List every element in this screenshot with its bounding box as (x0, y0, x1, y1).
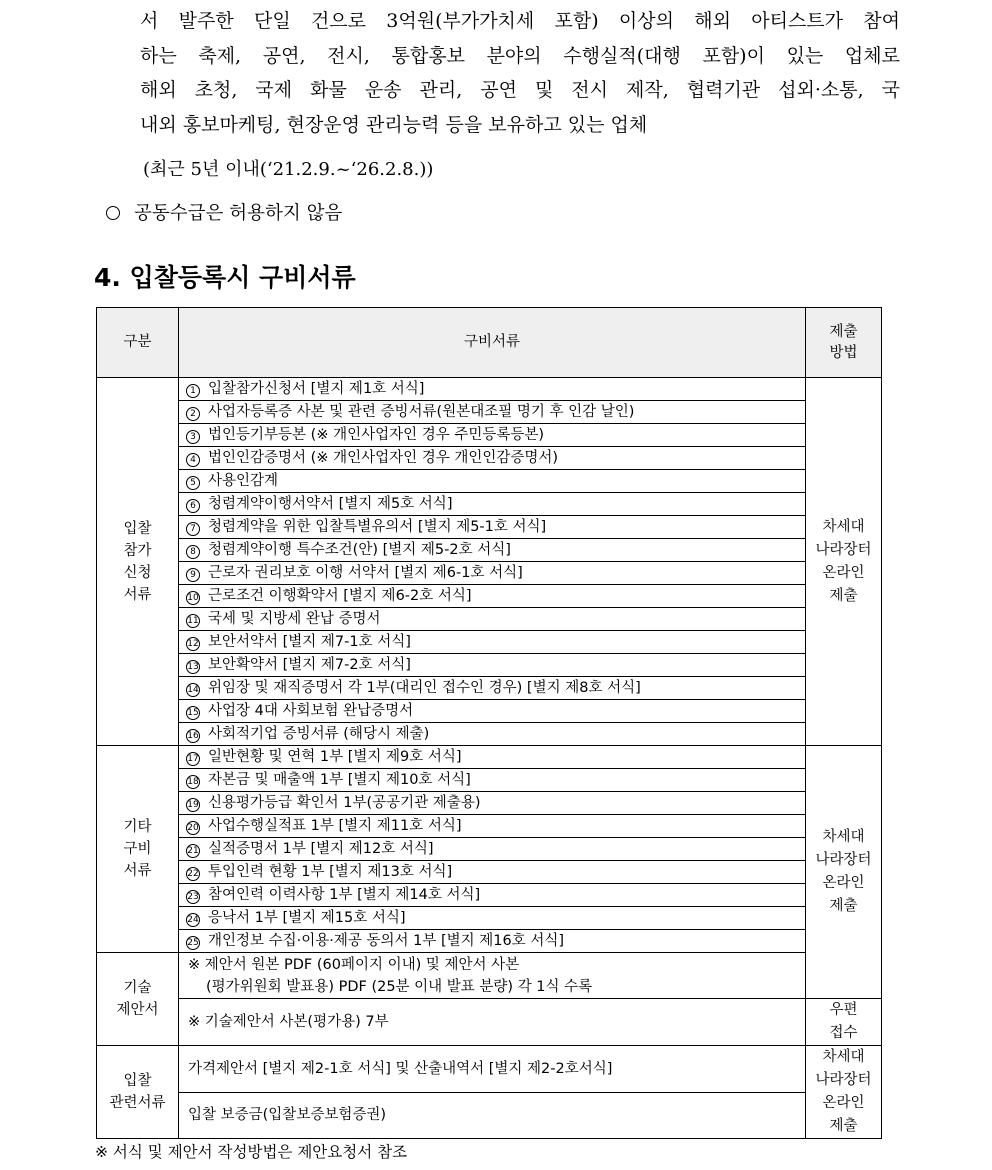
category-cell-line: 서류 (123, 863, 152, 879)
bullet-item (106, 199, 342, 229)
document-item (179, 815, 806, 838)
method-cell-line: 온라인 (822, 875, 865, 891)
category-cell-line: 제안서 (116, 1002, 159, 1018)
header-method-line: 방법 (829, 344, 858, 361)
item-text: ※ 제안서 원본 PDF (60페이지 이내) 및 제안서 사본 (188, 956, 520, 973)
documents-table (96, 307, 882, 1139)
document-item (179, 424, 806, 447)
item-number-badge: 12 (187, 639, 199, 649)
item-number-badge: 5 (186, 476, 200, 490)
document-item (179, 723, 806, 746)
item-number-badge: 6 (186, 499, 200, 513)
document-item (179, 792, 806, 815)
item-text: 신용평가등급 확인서 1부(공공기관 제출용) (208, 795, 481, 811)
table-row (97, 1046, 882, 1093)
document-item (179, 401, 806, 424)
category-cell-line: 관련서류 (109, 1095, 166, 1111)
method-cell-line: 나라장터 (815, 541, 872, 558)
table-row (97, 447, 882, 470)
item-number-badge: 18 (187, 777, 199, 787)
item-number-badge: 19 (187, 800, 199, 810)
item-number-badge: 7 (186, 522, 200, 536)
section-title: 4. 입찰등록시 구비서류 (94, 263, 356, 292)
item-number-badge: 25 (187, 938, 199, 948)
intro-line: 내외 홍보마케팅, 현장운영 관리능력 등을 보유하고 있는 업체 (140, 113, 648, 136)
category-cell-line: 신청 (123, 564, 152, 581)
table-row (97, 654, 882, 677)
item-text: 자본금 및 매출액 1부 [별지 제10호 서식] (208, 772, 471, 788)
bid-document-item: 가격제안서 [별지 제2-1호 서식] 및 산출내역서 [별지 제2-2호서식] (179, 1046, 806, 1093)
document-item (179, 608, 806, 631)
header-method-line: 제출 (829, 323, 858, 340)
intro-line: 서 발주한 단일 건으로 3억원(부가가치세 포함) 이상의 해외 아티스트가 참여 (140, 10, 900, 32)
table-row (97, 470, 882, 493)
document-item (179, 700, 806, 723)
table-row (97, 838, 882, 861)
document-item (179, 677, 806, 700)
method-cell-line: 온라인 (822, 564, 865, 581)
item-text: 사회적기업 증빙서류 (해당시 제출) (208, 726, 430, 742)
item-number-badge: 21 (187, 846, 199, 856)
document-item (179, 769, 806, 792)
document-item (179, 539, 806, 562)
item-number-badge: 9 (186, 568, 200, 582)
category-cell-line: 입찰 (123, 1073, 152, 1089)
document-item (179, 907, 806, 930)
category-cell-line: 서류 (123, 586, 152, 603)
item-text: 사용인감계 (208, 473, 279, 489)
table-row (97, 677, 882, 700)
header-category: 구분 (97, 308, 179, 378)
document-item (179, 861, 806, 884)
item-number-badge: 23 (187, 892, 199, 902)
item-number-badge: 22 (187, 869, 199, 879)
table-row (97, 907, 882, 930)
item-text: 청렴계약이행서약서 [별지 제5호 서식] (208, 496, 453, 512)
table-row (97, 539, 882, 562)
method-cell-line: 접수 (829, 1025, 858, 1041)
document-item (179, 516, 806, 539)
footnote: ※ 서식 및 제안서 작성방법은 제안요청서 참조 (95, 1143, 408, 1161)
document-item (179, 631, 806, 654)
method-cell-line: 나라장터 (815, 852, 872, 868)
bid-document-item: 입찰 보증금(입찰보증보험증권) (179, 1092, 806, 1139)
category-cell (97, 378, 179, 746)
intro-line: 해외 초청, 국제 화물 운송 관리, 공연 및 전시 제작, 협력기관 섭외·소통, 국 (140, 79, 900, 101)
category-cell-line: 구비 (123, 841, 152, 857)
table-row (97, 769, 882, 792)
technical-proposal-item (179, 953, 806, 999)
document-item (179, 493, 806, 516)
item-number-badge: 4 (186, 453, 200, 467)
table-row (97, 792, 882, 815)
method-cell-line: 우편 (829, 1002, 858, 1018)
item-text: 실적증명서 1부 [별지 제12호 서식] (208, 841, 434, 857)
category-cell (97, 953, 179, 1046)
table-row (97, 700, 882, 723)
header-method (806, 308, 882, 378)
item-text: 근로자 권리보호 이행 서약서 [별지 제6-1호 서식] (208, 565, 523, 581)
item-number-badge: 10 (187, 593, 199, 603)
table-row (97, 723, 882, 746)
technical-proposal-item: ※ 기술제안서 사본(평가용) 7부 (179, 999, 806, 1046)
method-cell-line: 제출 (829, 1118, 858, 1134)
item-number-badge: 20 (187, 823, 199, 833)
table-row (97, 953, 882, 999)
item-text: 국세 및 지방세 완납 증명서 (208, 611, 381, 627)
document-item (179, 378, 806, 401)
item-number-badge: 8 (186, 545, 200, 559)
document-item (179, 562, 806, 585)
header-documents: 구비서류 (179, 308, 806, 378)
table-row (97, 562, 882, 585)
item-text: 사업장 4대 사회보험 완납증명서 (208, 703, 414, 719)
table-row (97, 815, 882, 838)
item-text: 법인인감증명서 (※ 개인사업자인 경우 개인인감증명서) (208, 450, 559, 466)
item-number-badge: 13 (187, 662, 199, 672)
method-cell (806, 999, 882, 1046)
table-row (97, 999, 882, 1046)
table-row (97, 424, 882, 447)
item-number-badge: 11 (187, 616, 199, 626)
item-number-badge: 3 (186, 430, 200, 444)
method-cell (806, 378, 882, 746)
table-row (97, 493, 882, 516)
category-cell-line: 기타 (123, 819, 152, 835)
item-text: 보안서약서 [별지 제7-1호 서식] (208, 634, 411, 650)
intro-paragraph (140, 4, 900, 142)
table-row (97, 608, 882, 631)
document-item (179, 654, 806, 677)
method-cell-line: 차세대 (822, 1049, 865, 1065)
table-row (97, 631, 882, 654)
method-cell-line: 온라인 (822, 1095, 865, 1111)
item-text: 개인정보 수집·이용·제공 동의서 1부 [별지 제16호 서식] (208, 933, 565, 949)
method-cell-line: 제출 (829, 898, 858, 914)
method-cell (806, 1046, 882, 1139)
document-item (179, 585, 806, 608)
item-text: 응낙서 1부 [별지 제15호 서식] (208, 910, 406, 926)
table-row (97, 585, 882, 608)
bullet-text: 공동수급은 허용하지 않음 (134, 203, 343, 224)
table-row (97, 401, 882, 424)
category-cell (97, 1046, 179, 1139)
category-cell (97, 746, 179, 953)
method-cell-line: 제출 (829, 587, 858, 604)
document-item (179, 884, 806, 907)
item-text: 투입인력 현황 1부 [별지 제13호 서식] (208, 864, 453, 880)
document-item (179, 746, 806, 769)
table-row (97, 378, 882, 401)
document-item (179, 447, 806, 470)
table-row (97, 884, 882, 907)
method-cell-line: 나라장터 (815, 1072, 872, 1088)
item-number-badge: 15 (187, 708, 199, 718)
table-header-row (97, 308, 882, 378)
method-cell-line: 차세대 (822, 518, 865, 535)
table-row (97, 930, 882, 953)
method-cell-line: 차세대 (822, 829, 865, 845)
item-number-badge: 1 (186, 384, 200, 398)
document-item (179, 470, 806, 493)
item-number-badge: 16 (187, 731, 199, 741)
item-text: 일반현황 및 연혁 1부 [별지 제9호 서식] (208, 749, 462, 765)
item-text: 청렴계약을 위한 입찰특별유의서 [별지 제5-1호 서식] (208, 519, 547, 535)
item-text: 입찰참가신청서 [별지 제1호 서식] (208, 381, 425, 397)
document-item (179, 838, 806, 861)
category-cell-line: 기술 (123, 980, 152, 996)
hollow-circle-bullet-icon (106, 206, 120, 220)
item-text: 위임장 및 재직증명서 각 1부(대리인 접수인 경우) [별지 제8호 서식] (208, 680, 641, 696)
table-row (97, 1092, 882, 1139)
table-row (97, 516, 882, 539)
item-text: 근로조건 이행확약서 [별지 제6-2호 서식] (208, 588, 472, 604)
table-row (97, 746, 882, 769)
item-text: 사업수행실적표 1부 [별지 제11호 서식] (208, 818, 462, 834)
category-cell-line: 참가 (123, 542, 152, 559)
item-number-badge: 24 (187, 915, 199, 925)
category-cell-line: 입찰 (123, 520, 152, 537)
intro-line: 하는 축제, 공연, 전시, 통합홍보 분야의 수행실적(대행 포함)이 있는 업체로 (140, 44, 900, 67)
item-number-badge: 17 (187, 754, 199, 764)
item-text: 참여인력 이력사항 1부 [별지 제14호 서식] (208, 887, 481, 903)
item-number-badge: 14 (187, 685, 199, 695)
item-text: (평가위원회 발표용) PDF (25분 이내 발표 분량) 각 1식 수록 (206, 978, 593, 995)
document-item (179, 930, 806, 953)
item-text: 법인등기부등본 (※ 개인사업자인 경우 주민등록등본) (208, 427, 545, 443)
period-note: (최근 5년 이내(‘21.2.9.~‘26.2.8.)) (143, 159, 434, 180)
item-number-badge: 2 (186, 407, 200, 421)
method-cell (806, 746, 882, 999)
item-text: 보안확약서 [별지 제7-2호 서식] (208, 657, 411, 673)
table-row (97, 861, 882, 884)
item-text: 사업자등록증 사본 및 관련 증빙서류(원본대조필 명기 후 인감 날인) (208, 404, 635, 420)
item-text: 청렴계약이행 특수조건(안) [별지 제5-2호 서식] (208, 542, 511, 558)
